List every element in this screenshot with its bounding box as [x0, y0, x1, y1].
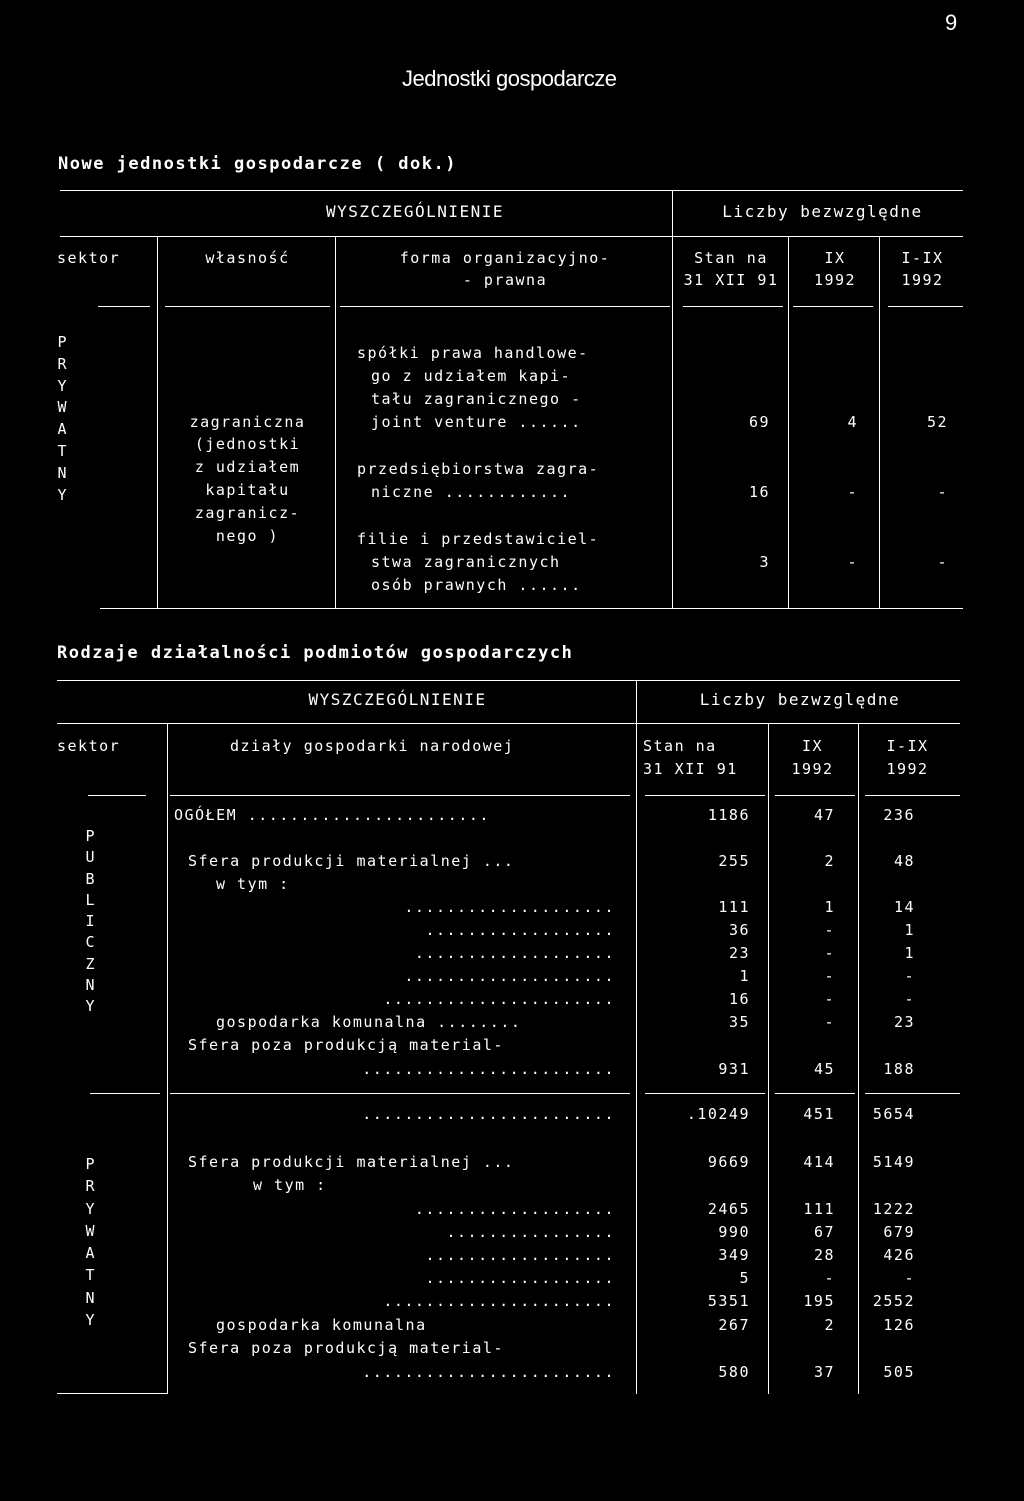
rule	[90, 1093, 160, 1094]
table1-ix-value: -	[847, 483, 858, 501]
public-dots-row: ....................	[404, 967, 615, 985]
private-ix-value: 2	[824, 1316, 835, 1334]
public-iix-value: -	[904, 990, 915, 1008]
table1-col-iix-1: I-IX	[901, 249, 944, 267]
table1-col-ix-2: 1992	[813, 271, 857, 289]
private-ix-value: 28	[813, 1246, 835, 1264]
forma-line: spółki prawa handlowe-	[357, 344, 589, 362]
public-w-tym: w tym :	[216, 875, 290, 893]
table2-col-ix-1: IX	[801, 737, 824, 755]
public-stan-value: 16	[728, 990, 750, 1008]
private-stan-value: 349	[718, 1246, 750, 1264]
private-ogolem: ........................	[362, 1105, 615, 1123]
table2-col-stan-2: 31 XII 91	[643, 760, 738, 778]
private-ix-value: 67	[813, 1223, 835, 1241]
public-stan-value: 35	[728, 1013, 750, 1031]
table2-col-iix-1: I-IX	[886, 737, 929, 755]
public-dots-row: ..................	[425, 921, 615, 939]
private-dots-row: ..................	[425, 1246, 615, 1264]
table1-col-sektor: sektor	[57, 249, 121, 267]
public-sfera-prod: Sfera produkcji materialnej ...	[188, 852, 515, 870]
public-iix-value: 236	[883, 806, 915, 824]
forma-line: niczne ............	[371, 483, 572, 501]
table1-iix-value: -	[937, 553, 948, 571]
table1-col-wlasnosc: własność	[205, 249, 290, 267]
table2-col-stan-1: Stan na	[643, 737, 717, 755]
public-iix-value: 48	[893, 852, 915, 870]
table1-iix-value: -	[937, 483, 948, 501]
table1-col-ix-1: IX	[824, 249, 846, 267]
rule	[335, 237, 336, 609]
wlasnosc-line: nego )	[215, 527, 280, 545]
public-stan-value: 1	[739, 967, 750, 985]
table1-header-main: WYSZCZEGÓLNIENIE	[325, 202, 505, 221]
rule	[888, 306, 963, 307]
rule	[775, 795, 855, 796]
public-stan-value: 36	[728, 921, 750, 939]
rule	[672, 237, 673, 609]
rule	[793, 306, 873, 307]
rule	[340, 306, 670, 307]
private-iix-value: 5149	[872, 1153, 915, 1171]
private-dots-row: ...................	[414, 1200, 615, 1218]
rule	[57, 723, 960, 724]
public-ix-value: -	[824, 1013, 835, 1031]
private-ix-value: 414	[803, 1153, 835, 1171]
forma-line: osób prawnych ......	[371, 576, 582, 594]
table1-stan-value: 69	[748, 413, 770, 431]
public-ix-value: 2	[824, 852, 835, 870]
public-ogolem: OGÓŁEM .......................	[174, 806, 490, 824]
table2-title: Rodzaje działalności podmiotów gospodarczych	[57, 643, 574, 663]
table1-col-stan-2: 31 XII 91	[683, 271, 779, 289]
rule	[57, 1393, 167, 1394]
rule	[170, 1093, 630, 1094]
public-sfera-poza-1: Sfera poza produkcją material-	[188, 1036, 504, 1054]
table2-header-values: Liczby bezwzględne	[699, 690, 901, 709]
table1-title: Nowe jednostki gospodarcze ( dok.)	[58, 154, 457, 174]
rule	[57, 680, 960, 681]
rule	[60, 236, 963, 237]
public-ix-value: 45	[813, 1060, 835, 1078]
public-dots-row: ...................	[414, 944, 615, 962]
forma-line: tału zagranicznego -	[371, 390, 582, 408]
table2-private-sektor-vertical: P R Y W A T N Y	[85, 1155, 95, 1330]
public-ix-value: -	[824, 990, 835, 1008]
private-stan-value: 267	[718, 1316, 750, 1334]
table2-public-sektor-vertical: P U B L I C Z N Y	[85, 827, 95, 1016]
private-stan-value: 5	[739, 1269, 750, 1287]
rule	[775, 1093, 855, 1094]
table1-header-values: Liczby bezwzględne	[722, 202, 923, 221]
private-dots-row: ..................	[425, 1269, 615, 1287]
table1-ix-value: -	[847, 553, 858, 571]
rule	[645, 1093, 765, 1094]
private-iix-value: 1222	[872, 1200, 915, 1218]
rule	[165, 306, 330, 307]
private-sfera-poza-2: ........................	[362, 1363, 615, 1381]
table2-col-dzialy: działy gospodarki narodowej	[230, 737, 515, 755]
public-ix-value: -	[824, 944, 835, 962]
table2-header-main: WYSZCZEGÓLNIENIE	[308, 690, 487, 709]
table2-col-ix-2: 1992	[791, 760, 834, 778]
private-iix-value: 679	[883, 1223, 915, 1241]
forma-line: joint venture ......	[371, 413, 582, 431]
rule	[100, 608, 963, 609]
table1-col-iix-2: 1992	[901, 271, 944, 289]
public-ix-value: 47	[813, 806, 835, 824]
table1-ix-value: 4	[847, 413, 858, 431]
private-stan-value: 9669	[707, 1153, 750, 1171]
private-ix-value: 111	[803, 1200, 835, 1218]
rule	[157, 237, 158, 609]
private-sfera-poza-1: Sfera poza produkcją material-	[188, 1339, 504, 1357]
private-stan-value: .10249	[686, 1105, 750, 1123]
private-stan-value: 580	[718, 1363, 750, 1381]
rule	[636, 680, 637, 724]
rule	[60, 190, 963, 191]
wlasnosc-line: kapitału	[205, 481, 290, 499]
rule	[98, 306, 150, 307]
rule	[858, 724, 859, 1394]
wlasnosc-line: zagraniczna	[189, 413, 306, 431]
private-w-tym: w tym :	[253, 1176, 327, 1194]
private-ix-value: 37	[813, 1363, 835, 1381]
table1-sektor-vertical: P R Y W A T N Y	[57, 333, 67, 504]
rule	[768, 724, 769, 1394]
public-ix-value: 1	[824, 898, 835, 916]
table2-col-iix-2: 1992	[886, 760, 929, 778]
private-iix-value: 426	[883, 1246, 915, 1264]
private-dots-row: ......................	[383, 1292, 615, 1310]
forma-line: filie i przedstawiciel-	[357, 530, 600, 548]
private-ix-value: 195	[803, 1292, 835, 1310]
table1-stan-value: 16	[748, 483, 770, 501]
private-stan-value: 990	[718, 1223, 750, 1241]
table2-col-sektor: sektor	[57, 737, 121, 755]
public-gosp-kom: gospodarka komunalna ........	[216, 1013, 522, 1031]
public-dots-row: ....................	[404, 898, 615, 916]
private-stan-value: 2465	[707, 1200, 750, 1218]
public-iix-value: 14	[893, 898, 915, 916]
wlasnosc-line: zagranicz-	[194, 504, 301, 522]
public-iix-value: 23	[893, 1013, 915, 1031]
public-stan-value: 111	[718, 898, 750, 916]
rule	[645, 795, 765, 796]
rule	[636, 724, 637, 1394]
private-iix-value: 2552	[872, 1292, 915, 1310]
public-iix-value: 188	[883, 1060, 915, 1078]
rule	[683, 306, 783, 307]
rule	[788, 237, 789, 609]
table1-col-stan-1: Stan na	[694, 249, 768, 267]
page-number: 9	[945, 10, 958, 35]
rule	[865, 1093, 960, 1094]
table1-col-forma-2: - prawna	[462, 271, 548, 289]
wlasnosc-line: z udziałem	[194, 458, 301, 476]
rule	[865, 795, 960, 796]
private-iix-value: 126	[883, 1316, 915, 1334]
public-iix-value: -	[904, 967, 915, 985]
private-ix-value: -	[824, 1269, 835, 1287]
private-sfera-prod: Sfera produkcji materialnej ...	[188, 1153, 515, 1171]
table1-col-forma-1: forma organizacyjno-	[399, 249, 611, 267]
forma-line: przedsiębiorstwa zagra-	[357, 460, 600, 478]
table1-iix-value: 52	[926, 413, 948, 431]
table1-stan-value: 3	[759, 553, 770, 571]
rule	[672, 190, 673, 237]
private-stan-value: 5351	[707, 1292, 750, 1310]
private-iix-value: 5654	[872, 1105, 915, 1123]
wlasnosc-line: (jednostki	[194, 435, 301, 453]
public-ix-value: -	[824, 967, 835, 985]
private-iix-value: -	[904, 1269, 915, 1287]
public-sfera-poza-2: ........................	[362, 1060, 615, 1078]
rule	[170, 795, 630, 796]
private-gosp-kom: gospodarka komunalna	[216, 1316, 427, 1334]
rule	[167, 724, 168, 1394]
private-ix-value: 451	[803, 1105, 835, 1123]
public-stan-value: 931	[718, 1060, 750, 1078]
public-iix-value: 1	[904, 921, 915, 939]
public-stan-value: 255	[718, 852, 750, 870]
public-stan-value: 23	[728, 944, 750, 962]
public-iix-value: 1	[904, 944, 915, 962]
private-iix-value: 505	[883, 1363, 915, 1381]
forma-line: go z udziałem kapi-	[371, 367, 572, 385]
forma-line: stwa zagranicznych	[371, 553, 561, 571]
rule	[88, 795, 146, 796]
public-ix-value: -	[824, 921, 835, 939]
private-dots-row: ................	[446, 1223, 615, 1241]
running-header: Jednostki gospodarcze	[402, 66, 617, 91]
public-dots-row: ......................	[383, 990, 615, 1008]
public-stan-value: 1186	[707, 806, 750, 824]
